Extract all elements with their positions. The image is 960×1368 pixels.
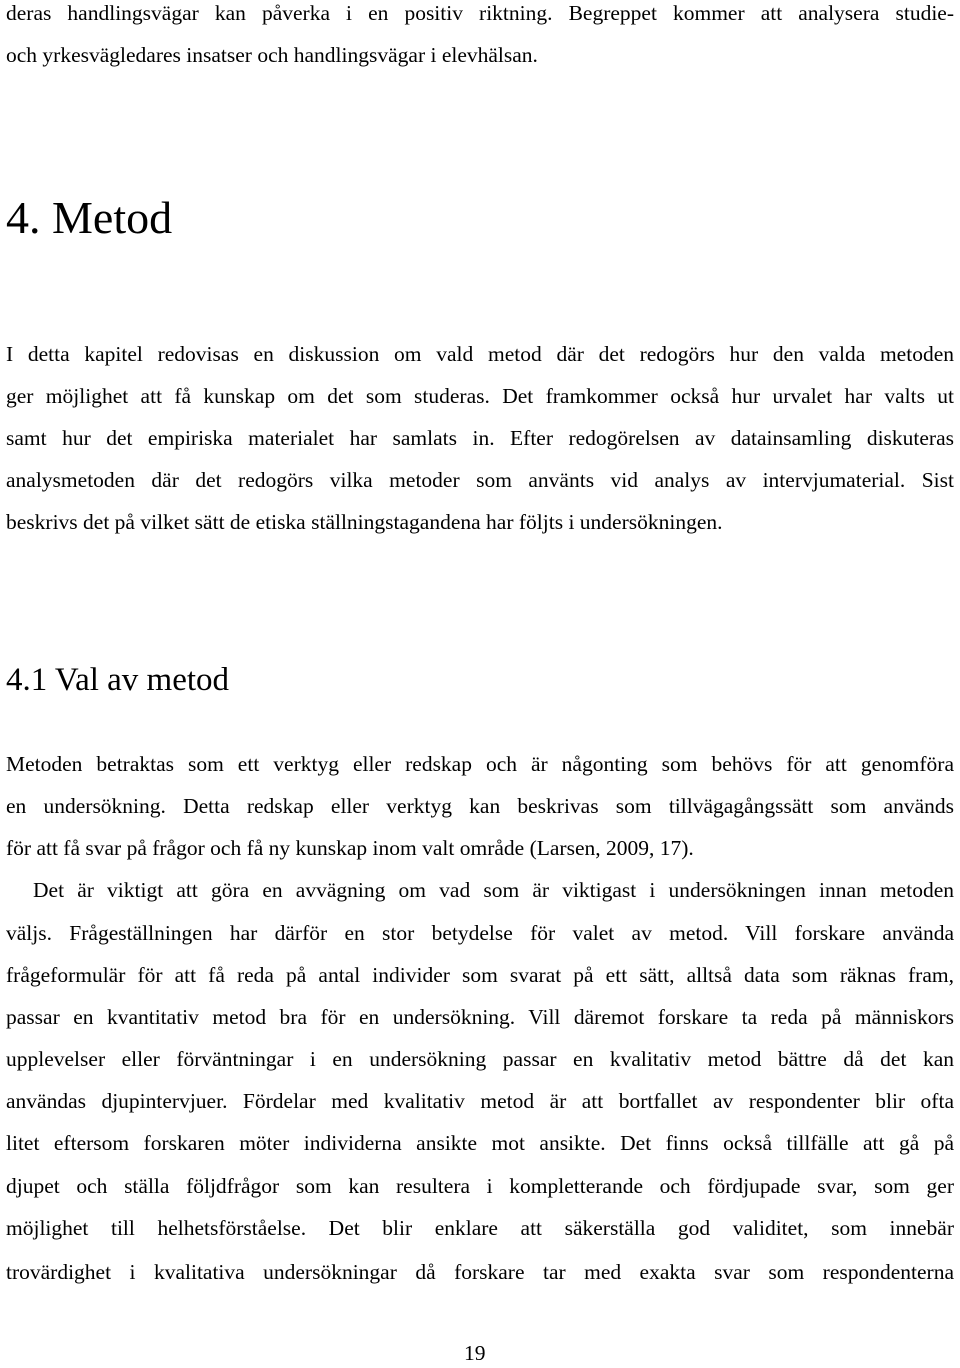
subsection-heading-val-av-metod: 4.1 Val av metod [6, 662, 230, 698]
valmetod-p1-line-2: en undersökning. Detta redskap eller verktyg kan beskrivas som tillvägagångssätt som används [6, 794, 954, 818]
valmetod-p2-line-6: användas djupintervjuer. Fördelar med kvalitativ metod är att bortfallet av respondenter blir ofta [6, 1089, 954, 1113]
metod-line-4: analysmetoden där det redogörs vilka metoder som använts vid analys av intervjumaterial. Sist [6, 468, 954, 492]
valmetod-p1-line-1: Metoden betraktas som ett verktyg eller redskap och är någonting som behövs för att genomföra [6, 752, 954, 776]
metod-line-1: I detta kapitel redovisas en diskussion om vald metod där det redogörs hur den valda metoden [6, 342, 954, 366]
intro-line-2: och yrkesvägledares insatser och handlingsvägar i elevhälsan. [6, 43, 538, 67]
valmetod-p2-line-7: litet eftersom forskaren möter individerna ansikte mot ansikte. Det finns också tillfälle att gå på [6, 1131, 954, 1155]
metod-line-3: samt hur det empiriska materialet har samlats in. Efter redogörelsen av datainsamling diskuteras [6, 426, 954, 450]
valmetod-p2-line-5: upplevelser eller förväntningar i en undersökning passar en kvalitativ metod bättre då det kan [6, 1047, 954, 1071]
valmetod-p2-line-4: passar en kvantitativ metod bra för en undersökning. Vill däremot forskare ta reda på människors [6, 1005, 954, 1029]
valmetod-p2-line-9: möjlighet till helhetsförståelse. Det blir enklare att säkerställa god validitet, som innebär [6, 1216, 954, 1240]
intro-line-1: deras handlingsvägar kan påverka i en positiv riktning. Begreppet kommer att analysera studie- [6, 1, 954, 25]
valmetod-p2-line-2: väljs. Frågeställningen har därför en stor betydelse för valet av metod. Vill forskare använda [6, 921, 954, 945]
valmetod-p2-line-1: Det är viktigt att göra en avvägning om vad som är viktigast i undersökningen innan metoden [33, 878, 954, 902]
valmetod-p2-line-10: trovärdighet i kvalitativa undersökningar då forskare tar med exakta svar som respondenterna [6, 1260, 954, 1284]
metod-line-2: ger möjlighet att få kunskap om det som studeras. Det framkommer också hur urvalet har valts ut [6, 384, 954, 408]
valmetod-p2-line-8: djupet och ställa följdfrågor som kan resultera i kompletterande och fördjupade svar, som ger [6, 1174, 954, 1198]
valmetod-p1-line-3: för att få svar på frågor och få ny kunskap inom valt område (Larsen, 2009, 17). [6, 836, 694, 860]
metod-line-5: beskrivs det på vilket sätt de etiska ställningstagandena har följts i undersökningen. [6, 510, 723, 534]
section-heading-metod: 4. Metod [6, 192, 173, 243]
valmetod-p2-line-3: frågeformulär för att få reda på antal individer som svarat på ett sätt, alltså data som räknas fram, [6, 963, 954, 987]
page-number: 19 [464, 1341, 486, 1365]
